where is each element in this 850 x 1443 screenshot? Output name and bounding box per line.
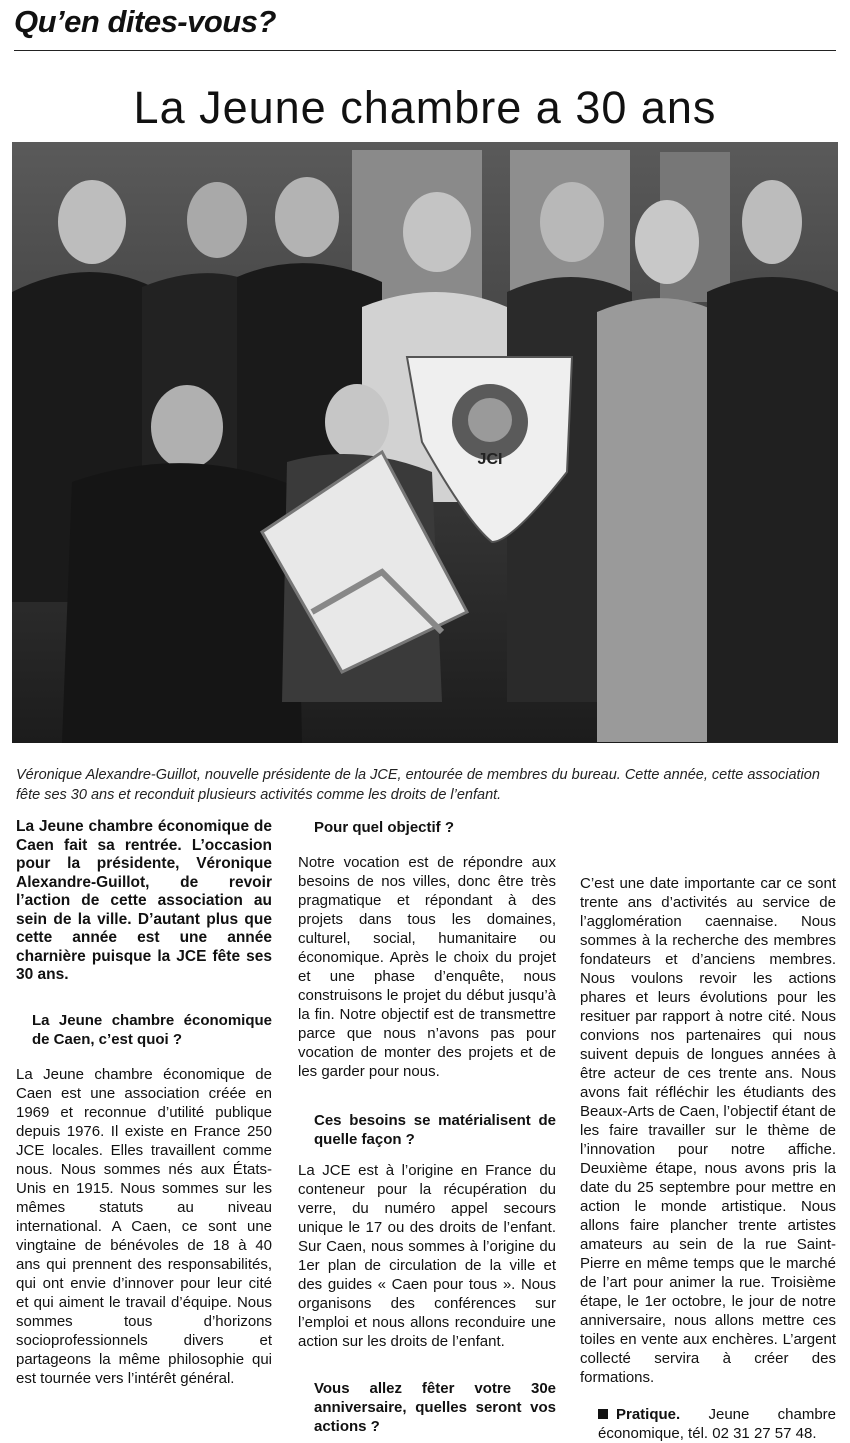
question-4: Vous allez fêter votre 30e anniversaire, quelles seront vos actions ?: [314, 1380, 556, 1435]
answer-4: C’est une date importante car ce sont trente ans d’activités au service de l’agglomération caennaise. Nous sommes à la recherche des membres fondateurs et d’anciens membres. Nous voulons revoir les actions phares et leurs évolutions pour les resituer par rapport à notre cité. Nous convions nos partenaires qui nous suivent depuis de longues années à être acteur de ces trente ans. Nous avons fait réfléchir les étudiants des Beaux-Arts de Caen, l’objectif étant de les faire travailler sur le thème de l’innovation pour notre affiche. Deuxième étape, nous avons pris la date du 25 septembre pour mettre en action le monde artistique. Nous allons faire plancher trente artistes amateurs au sein de la rue Saint-Pierre en même temps que le marché de l’art pour animer la rue. Troisième étape, le 1er octobre, le jour de notre anniversaire, nous allons mettre ces toiles en vente aux enchères. L’argent collecté servira à créer des formations.: [580, 875, 836, 1386]
answer-2: Notre vocation est de répondre aux besoins de nos villes, donc être très pragmatique et répondant à des projets dans tous les domaines, culturel, social, humanitaire ou économique. Après le choix du projet et une phase d’enquête, nous construisons le projet du début jusqu’à la fin. Notre objectif est de transmettre parce que nous n’avons pas pour vocation de monter des projets et de les garder pour nous.: [298, 854, 556, 1080]
headline: La Jeune chambre a 30 ans: [133, 82, 717, 133]
header-rule: [14, 50, 836, 51]
group-photo-illustration: [12, 142, 838, 743]
banner-text: JCI: [477, 451, 503, 468]
pratique-text: Jeune chambre économique, tél. 02 31 27 57 48.: [598, 1406, 836, 1442]
pratique-label: Pratique.: [616, 1406, 681, 1423]
square-bullet-icon: [598, 1409, 608, 1419]
answer-3: La JCE est à l’origine en France du conteneur pour la récupération du verre, du numéro appel secours unique le 17 ou des droits de l’enfant. Sur Caen, nous sommes à l’origine du 1er plan de circulation de la ville et des guides « Caen pour tous ». Nous organisons des conférences sur l’emploi et nous allons reconduire une action sur les droits de l’enfant.: [298, 1162, 556, 1350]
section-kicker: Qu’en dites-vous?: [14, 4, 276, 39]
column-1: [16, 818, 272, 1388]
pratique-info: [580, 1405, 836, 1443]
photo-caption: Véronique Alexandre-Guillot, nouvelle présidente de la JCE, entourée de membres du bureau. Cette année, cette association fête ses 30 ans et reconduit plusieurs activités comme les droits de l’enfant.: [16, 767, 820, 803]
question-2: Pour quel objectif ?: [314, 819, 455, 836]
column-2: [298, 818, 556, 1436]
question-3: Ces besoins se matérialisent de quelle façon ?: [314, 1112, 556, 1148]
question-1: La Jeune chambre économique de Caen, c’est quoi ?: [32, 1011, 272, 1048]
column-3: [580, 818, 836, 1443]
lead-paragraph: La Jeune chambre économique de Caen fait sa rentrée. L’occasion pour la présidente, Véronique Alexandre-Guillot, de revoir l’action de cette association au sein de la ville. D’autant plus que cette année est une année charnière puisque la JCE fête ses 30 ans.: [16, 818, 272, 983]
answer-1: La Jeune chambre économique de Caen est une association créée en 1969 et reconnue d’utilité publique depuis 1976. Il existe en France 250 JCE locales. Elles travaillent comme nous. Nous sommes nés aux États-Unis en 1915. Nous sommes sur les mêmes statuts au niveau international. A Caen, ce sont une vingtaine de bénévoles de 18 à 40 ans qui prennent des responsabilités, qui ont envie d’innover pour leur cité et qui aiment le travail d’équipe. Nous sommes tous d’horizons socioprofessionnels divers et partageons la même philosophie qui est tournée vers l’intérêt général.: [16, 1065, 272, 1387]
group-photo: [12, 142, 838, 743]
